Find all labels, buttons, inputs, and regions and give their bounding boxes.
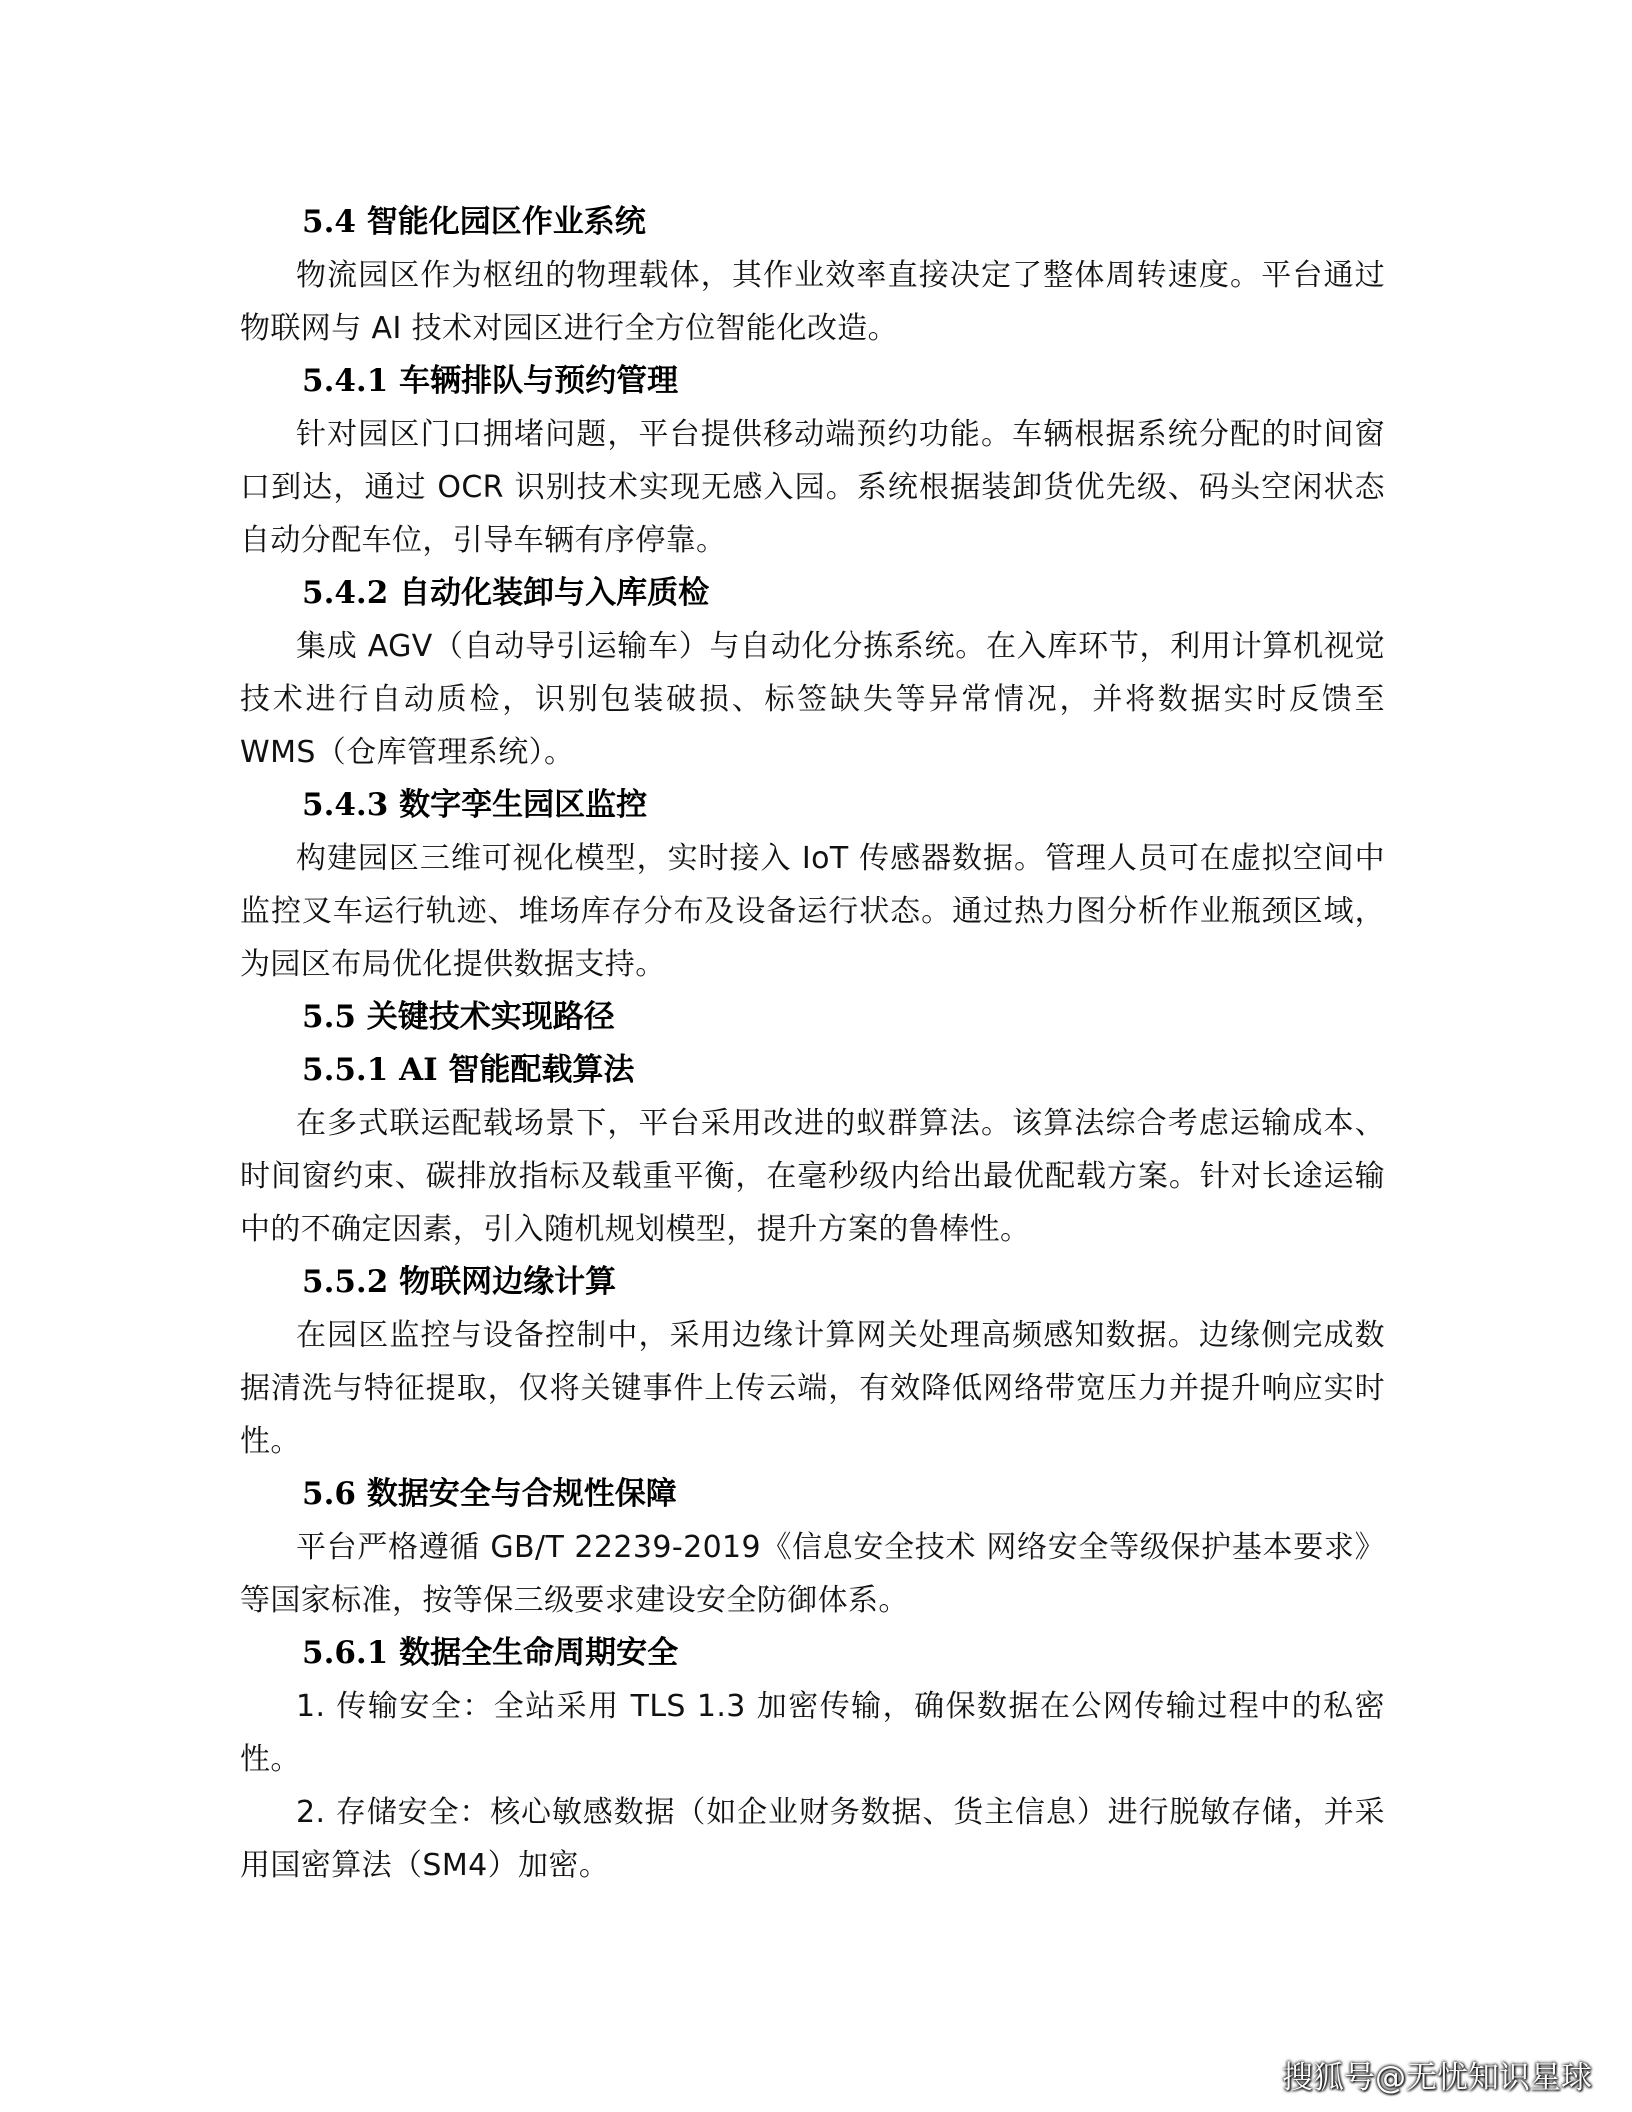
section-heading-5-4-3: 5.4.3 数字孪生园区监控	[302, 787, 648, 823]
paragraph-5-6: 平台严格遵循 GB/T 22239-2019《信息安全技术 网络安全等级保护基本要求》等国家标准，按等保三级要求建设安全防御体系。	[240, 1530, 1385, 1618]
paragraph-5-5-1: 在多式联运配载场景下，平台采用改进的蚁群算法。该算法综合考虑运输成本、时间窗约束、碳排放指标及载重平衡，在毫秒级内给出最优配载方案。针对长途运输中的不确定因素，引入随机规划模型，提升方案的鲁棒性。	[240, 1106, 1385, 1247]
paragraph-5-4-2: 集成 AGV（自动导引运输车）与自动化分拣系统。在入库环节，利用计算机视觉技术进行自动质检，识别包装破损、标签缺失等异常情况，并将数据实时反馈至 WMS（仓库管理系统）。	[240, 629, 1385, 770]
section-heading-5-6: 5.6 数据安全与合规性保障	[302, 1476, 677, 1512]
list-item-storage-security: 2. 存储安全：核心敏感数据（如企业财务数据、货主信息）进行脱敏存储，并采用国密算法（SM4）加密。	[240, 1795, 1385, 1883]
section-heading-5-4-2: 5.4.2 自动化装卸与入库质检	[302, 575, 710, 611]
section-heading-5-4: 5.4 智能化园区作业系统	[302, 204, 646, 240]
section-heading-5-6-1: 5.6.1 数据全生命周期安全	[302, 1635, 679, 1671]
paragraph-5-4-1: 针对园区门口拥堵问题，平台提供移动端预约功能。车辆根据系统分配的时间窗口到达，通过 OCR 识别技术实现无感入园。系统根据装卸货优先级、码头空闲状态自动分配车位，引导车辆有序停靠。	[240, 417, 1385, 558]
section-heading-5-5: 5.5 关键技术实现路径	[302, 999, 615, 1035]
section-heading-5-5-1: 5.5.1 AI 智能配载算法	[302, 1052, 635, 1088]
list-item-transport-security: 1. 传输安全：全站采用 TLS 1.3 加密传输，确保数据在公网传输过程中的私密性。	[240, 1689, 1385, 1777]
paragraph-5-5-2: 在园区监控与设备控制中，采用边缘计算网关处理高频感知数据。边缘侧完成数据清洗与特征提取，仅将关键事件上传云端，有效降低网络带宽压力并提升响应实时性。	[240, 1318, 1385, 1459]
document-body	[240, 196, 1385, 1892]
paragraph-5-4-3: 构建园区三维可视化模型，实时接入 IoT 传感器数据。管理人员可在虚拟空间中监控叉车运行轨迹、堆场库存分布及设备运行状态。通过热力图分析作业瓶颈区域，为园区布局优化提供数据支持。	[240, 841, 1385, 982]
section-heading-5-4-1: 5.4.1 车辆排队与预约管理	[302, 363, 679, 399]
paragraph-5-4-intro: 物流园区作为枢纽的物理载体，其作业效率直接决定了整体周转速度。平台通过物联网与 AI 技术对园区进行全方位智能化改造。	[240, 258, 1385, 346]
section-heading-5-5-2: 5.5.2 物联网边缘计算	[302, 1264, 617, 1300]
watermark: 搜狐号@无忧知识星球	[1282, 2060, 1592, 2096]
